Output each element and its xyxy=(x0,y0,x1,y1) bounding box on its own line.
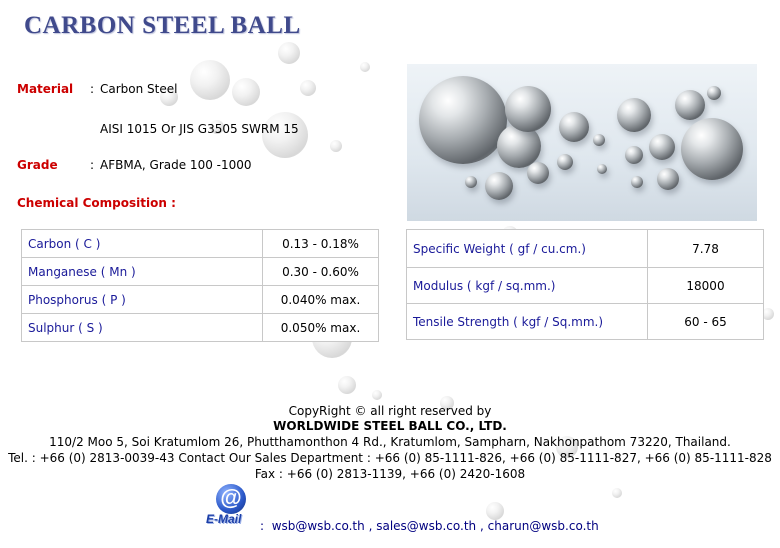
grade-label: Grade xyxy=(17,158,58,172)
telephone-line: Tel. : +66 (0) 2813-0039-43 Contact Our Sales Department : +66 (0) 85-1111-826, +66 (0) 85-1111-827, +66 (0) 85-1111-828 xyxy=(8,451,772,465)
email-icon[interactable] xyxy=(206,484,256,530)
table-row xyxy=(407,304,764,340)
email-separator: , xyxy=(368,519,373,533)
steel-ball-image xyxy=(707,86,721,100)
steel-ball-image xyxy=(527,162,549,184)
table-row xyxy=(407,268,764,304)
steel-ball-image xyxy=(557,154,573,170)
email-link-wsb[interactable]: wsb@wsb.co.th xyxy=(271,519,365,533)
value-cell: 0.13 - 0.18% xyxy=(263,230,379,258)
steel-ball-image xyxy=(593,134,605,146)
page-title: CARBON STEEL BALL xyxy=(24,12,301,39)
steel-balls-photo xyxy=(407,64,757,221)
decorative-ball xyxy=(278,42,300,64)
steel-ball-image xyxy=(465,176,477,188)
material-label: Material xyxy=(17,82,74,96)
steel-ball-image xyxy=(597,164,607,174)
decorative-ball xyxy=(612,488,622,498)
email-addresses xyxy=(260,519,599,533)
property-name-cell: Modulus ( kgf / sq.mm.) xyxy=(407,268,648,304)
decorative-ball xyxy=(338,376,356,394)
table-row xyxy=(22,258,379,286)
grade-colon: : xyxy=(90,158,95,172)
element-cell: Manganese ( Mn ) xyxy=(22,258,263,286)
email-icon-label: E-Mail xyxy=(206,512,242,526)
element-cell: Carbon ( C ) xyxy=(22,230,263,258)
decorative-ball xyxy=(372,390,382,400)
steel-ball-image xyxy=(649,134,675,160)
steel-ball-image xyxy=(485,172,513,200)
table-row xyxy=(407,230,764,268)
element-cell: Sulphur ( S ) xyxy=(22,314,263,342)
properties-table xyxy=(406,229,764,340)
table-row xyxy=(22,230,379,258)
chemical-composition-table xyxy=(21,229,379,342)
steel-ball-image xyxy=(625,146,643,164)
property-name-cell: Tensile Strength ( kgf / Sq.mm.) xyxy=(407,304,648,340)
value-cell: 0.050% max. xyxy=(263,314,379,342)
fax-line: Fax : +66 (0) 2813-1139, +66 (0) 2420-1608 xyxy=(254,467,526,481)
table-row xyxy=(22,286,379,314)
table-row xyxy=(22,314,379,342)
property-value-cell: 60 - 65 xyxy=(648,304,764,340)
steel-ball-image xyxy=(675,90,705,120)
company-address: 110/2 Moo 5, Soi Kratumlom 26, Phutthamonthon 4 Rd., Kratumlom, Sampharn, Nakhonpathom 73220, Thailand. xyxy=(49,435,731,449)
steel-ball-image xyxy=(657,168,679,190)
at-sign-icon: @ xyxy=(216,484,246,514)
material-spec: AISI 1015 Or JIS G3505 SWRM 15 xyxy=(100,122,299,136)
value-cell: 0.30 - 0.60% xyxy=(263,258,379,286)
material-colon: : xyxy=(90,82,95,96)
company-name: WORLDWIDE STEEL BALL CO., LTD. xyxy=(273,419,507,433)
decorative-ball xyxy=(190,60,230,100)
steel-ball-image xyxy=(559,112,589,142)
chemical-composition-label: Chemical Composition : xyxy=(17,196,176,210)
steel-ball-image xyxy=(681,118,743,180)
decorative-ball xyxy=(232,78,260,106)
property-value-cell: 18000 xyxy=(648,268,764,304)
decorative-ball xyxy=(360,62,370,72)
property-name-cell: Specific Weight ( gf / cu.cm.) xyxy=(407,230,648,268)
value-cell: 0.040% max. xyxy=(263,286,379,314)
steel-ball-image xyxy=(631,176,643,188)
email-colon: : xyxy=(260,519,265,533)
property-value-cell: 7.78 xyxy=(648,230,764,268)
email-link-sales[interactable]: sales@wsb.co.th xyxy=(376,519,477,533)
grade-value: AFBMA, Grade 100 -1000 xyxy=(100,158,252,172)
element-cell: Phosphorus ( P ) xyxy=(22,286,263,314)
decorative-ball xyxy=(330,140,342,152)
steel-ball-image xyxy=(505,86,551,132)
decorative-ball xyxy=(486,502,504,520)
copyright-text: CopyRight © all right reserved by xyxy=(288,404,492,418)
material-value: Carbon Steel xyxy=(100,82,178,96)
steel-ball-image xyxy=(419,76,507,164)
email-link-charun[interactable]: charun@wsb.co.th xyxy=(487,519,599,533)
decorative-ball xyxy=(300,80,316,96)
steel-ball-image xyxy=(617,98,651,132)
email-separator: , xyxy=(479,519,484,533)
